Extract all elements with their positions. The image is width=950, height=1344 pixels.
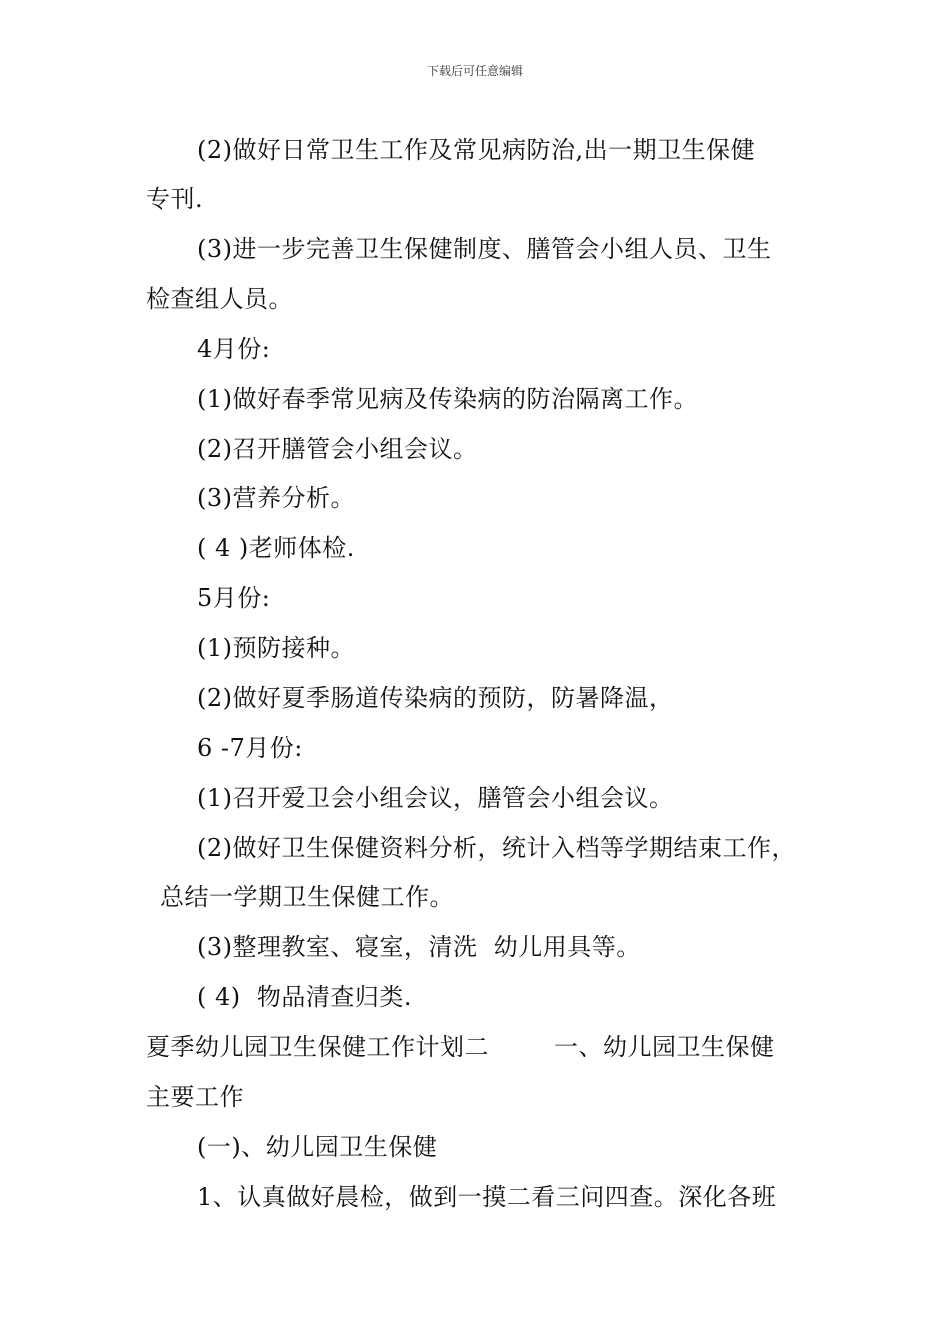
text-line: 总结一学期卫生保健工作。 bbox=[160, 883, 454, 911]
text-line: 1、认真做好晨检，做到一摸二看三问四查。深化各班 bbox=[197, 1183, 777, 1211]
text-line: (1)做好春季常见病及传染病的防治隔离工作。 bbox=[197, 385, 698, 413]
text-line: (1)预防接种。 bbox=[197, 634, 355, 662]
text-line: (2)做好夏季肠道传染病的预防，防暑降温， bbox=[197, 684, 674, 712]
text-line: (3)营养分析。 bbox=[197, 484, 355, 512]
text-line: (3)整理教室、寝室，清洗 幼儿用具等。 bbox=[197, 933, 641, 961]
text-line: (2)做好卫生保健资料分析，统计入档等学期结束工作， bbox=[197, 834, 796, 862]
text-line: 主要工作 bbox=[146, 1083, 244, 1111]
page-header: 下载后可任意编辑 bbox=[426, 64, 523, 78]
text-line: ( 4 )老师体检. bbox=[197, 534, 355, 562]
text-line: ( 4) 物品清查归类. bbox=[197, 983, 413, 1011]
text-line: (2)召开膳管会小组会议。 bbox=[197, 435, 478, 463]
text-line: 4月份: bbox=[197, 335, 271, 363]
text-line: 检查组人员。 bbox=[146, 285, 293, 313]
text-line: (2)做好日常卫生工作及常见病防治,出一期卫生保健 bbox=[197, 136, 756, 164]
text-line: (一)、幼儿园卫生保健 bbox=[197, 1133, 438, 1161]
text-line: (3)进一步完善卫生保健制度、膳管会小组人员、卫生 bbox=[197, 235, 772, 263]
text-line: 专刊. bbox=[146, 185, 204, 213]
text-line: 6 -7月份: bbox=[197, 734, 303, 762]
text-line: 5月份: bbox=[197, 584, 271, 612]
text-line: 夏季幼儿园卫生保健工作计划二 一、幼儿园卫生保健 bbox=[146, 1033, 775, 1061]
text-line: (1)召开爱卫会小组会议，膳管会小组会议。 bbox=[197, 784, 674, 812]
